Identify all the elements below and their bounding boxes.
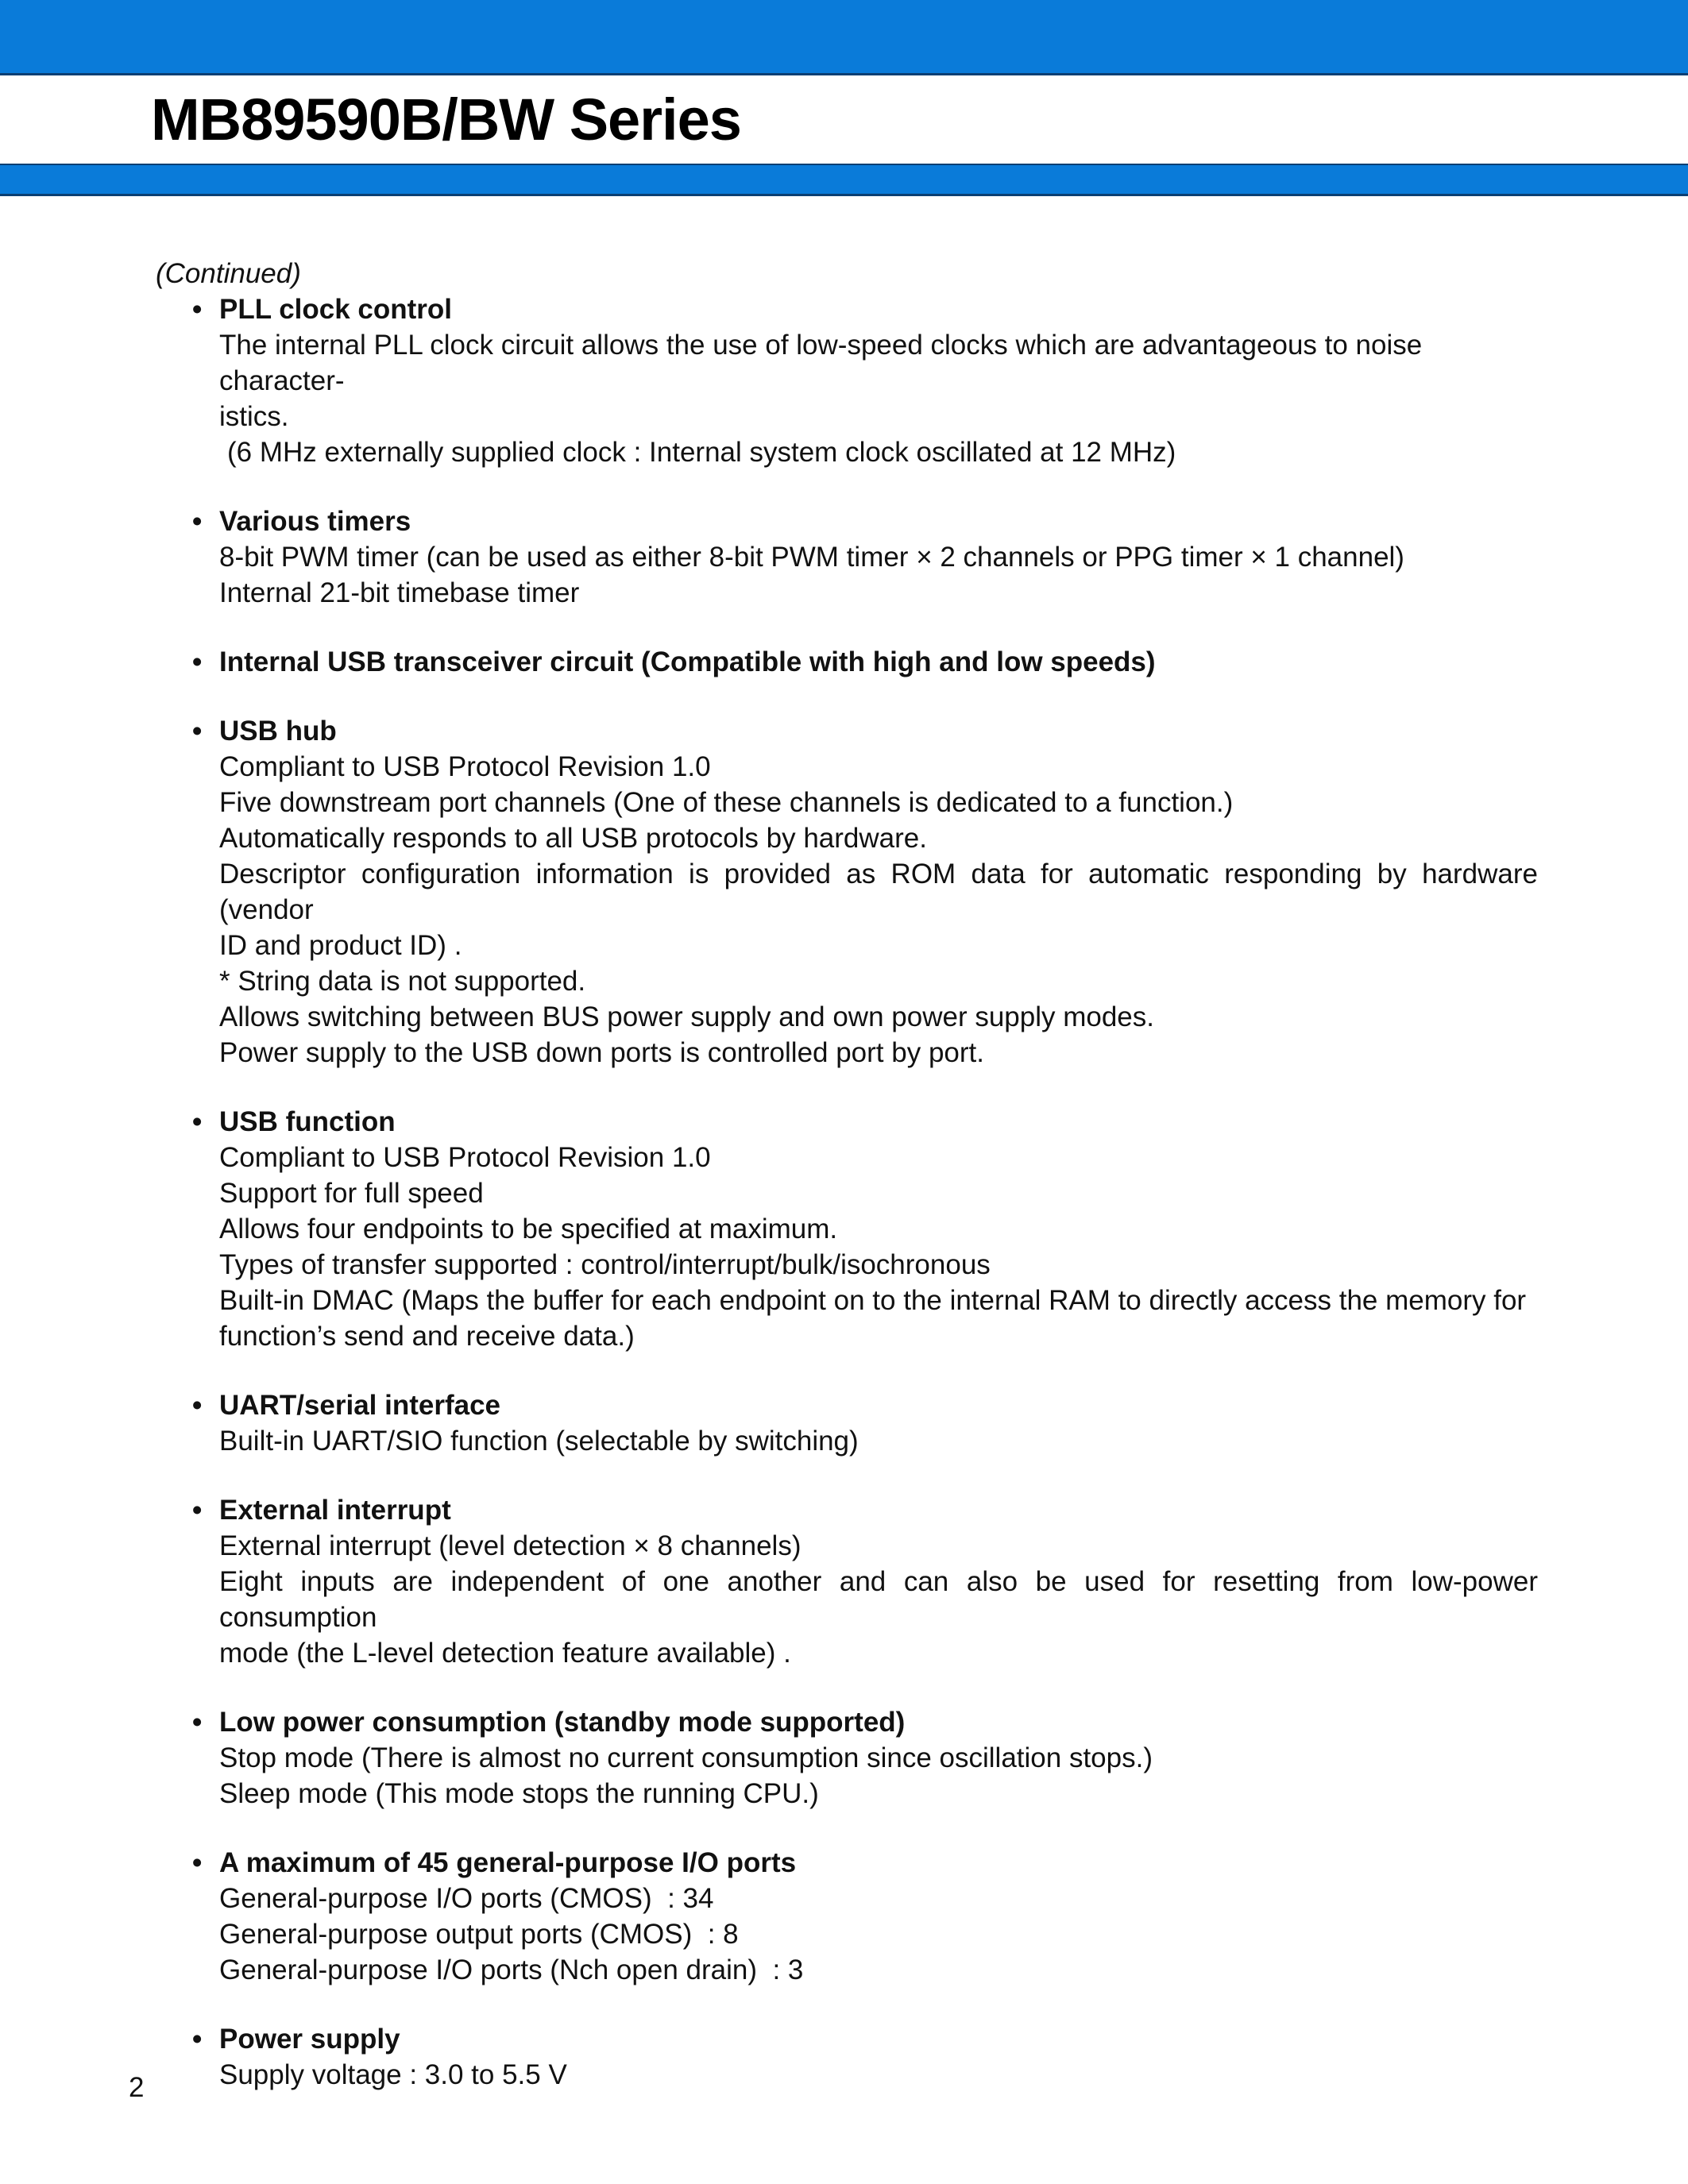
section-line: istics. <box>219 401 289 432</box>
section-line: Built-in UART/SIO function (selectable by switching) <box>219 1426 859 1457</box>
bullet-glyph: • <box>192 716 203 747</box>
bullet-glyph: • <box>192 646 203 677</box>
section-line: External interrupt (level detection × 8 channels) <box>219 1530 802 1561</box>
section-line: * String data is not supported. <box>219 966 586 997</box>
bullet-glyph: • <box>192 1495 203 1526</box>
bullet-glyph: • <box>192 1390 203 1421</box>
section-pll-clock-control <box>156 291 1538 470</box>
section-line: General-purpose I/O ports (CMOS) : 34 <box>219 1883 714 1914</box>
bullet-glyph: • <box>192 1106 203 1137</box>
bullet-glyph: • <box>192 506 203 537</box>
section-heading: PLL clock control <box>219 294 453 325</box>
section-line: The internal PLL clock circuit allows the use of low-speed clocks which are advantageous to noise character- <box>219 330 1423 396</box>
section-heading: A maximum of 45 general-purpose I/O ports <box>219 1847 797 1878</box>
section-power-supply <box>156 2021 1538 2093</box>
section-line: Support for full speed <box>219 1178 484 1209</box>
section-heading: Low power consumption (standby mode supported) <box>219 1707 906 1738</box>
section-heading: USB function <box>219 1106 396 1137</box>
section-line: Power supply to the USB down ports is controlled port by port. <box>219 1037 984 1068</box>
section-low-power <box>156 1704 1538 1812</box>
section-line: (6 MHz externally supplied clock : Internal system clock oscillated at 12 MHz) <box>227 437 1176 468</box>
bullet-glyph: • <box>192 1847 203 1878</box>
section-heading: USB hub <box>219 716 337 747</box>
section-line: Allows four endpoints to be specified at maximum. <box>219 1214 838 1244</box>
section-line: Supply voltage : 3.0 to 5.5 V <box>219 2059 567 2090</box>
section-io-ports <box>156 1845 1538 1988</box>
section-various-timers <box>156 504 1538 611</box>
section-usb-transceiver <box>156 644 1538 680</box>
section-line: Stop mode (There is almost no current consumption since oscillation stops.) <box>219 1742 1153 1773</box>
continued-label: (Continued) <box>156 258 301 289</box>
section-usb-function <box>156 1104 1538 1354</box>
header-bottom-band <box>0 164 1688 196</box>
section-line: General-purpose I/O ports (Nch open drain) : 3 <box>219 1954 804 1985</box>
section-line: Descriptor configuration information is provided as ROM data for automatic responding by hardware (vendor <box>219 859 1538 925</box>
section-usb-hub <box>156 713 1538 1071</box>
section-heading: UART/serial interface <box>219 1390 501 1421</box>
section-line: 8-bit PWM timer (can be used as either 8-bit PWM timer × 2 channels or PPG timer × 1 channel) <box>219 542 1404 573</box>
section-line: Compliant to USB Protocol Revision 1.0 <box>219 751 711 782</box>
page-number: 2 <box>129 2072 145 2103</box>
section-uart-serial <box>156 1387 1538 1459</box>
section-line: mode (the L-level detection feature available) . <box>219 1638 791 1669</box>
section-line: Compliant to USB Protocol Revision 1.0 <box>219 1142 711 1173</box>
section-heading: External interrupt <box>219 1495 451 1526</box>
section-heading: Internal USB transceiver circuit (Compatible with high and low speeds) <box>219 646 1156 677</box>
section-line: Allows switching between BUS power supply and own power supply modes. <box>219 1001 1154 1032</box>
section-heading: Various timers <box>219 506 411 537</box>
section-line: Eight inputs are independent of one another and can also be used for resetting from low-power consumption <box>219 1566 1538 1633</box>
section-line: Internal 21-bit timebase timer <box>219 577 580 608</box>
section-line: Types of transfer supported : control/interrupt/bulk/isochronous <box>219 1249 991 1280</box>
header-top-band <box>0 0 1688 75</box>
section-line: Five downstream port channels (One of these channels is dedicated to a function.) <box>219 787 1234 818</box>
section-heading: Power supply <box>219 2024 400 2055</box>
section-line: function’s send and receive data.) <box>219 1321 635 1352</box>
document-body <box>156 256 1538 2126</box>
section-line: Built-in DMAC (Maps the buffer for each endpoint on to the internal RAM to directly access the memory for <box>219 1285 1527 1316</box>
section-line: Sleep mode (This mode stops the running CPU.) <box>219 1778 819 1809</box>
section-line: Automatically responds to all USB protocols by hardware. <box>219 823 927 854</box>
bullet-glyph: • <box>192 2024 203 2055</box>
section-external-interrupt <box>156 1492 1538 1671</box>
section-line: General-purpose output ports (CMOS) : 8 <box>219 1919 739 1950</box>
section-line: ID and product ID) . <box>219 930 462 961</box>
document-title: MB89590B/BW Series <box>151 87 741 152</box>
bullet-glyph: • <box>192 294 203 325</box>
bullet-glyph: • <box>192 1707 203 1738</box>
